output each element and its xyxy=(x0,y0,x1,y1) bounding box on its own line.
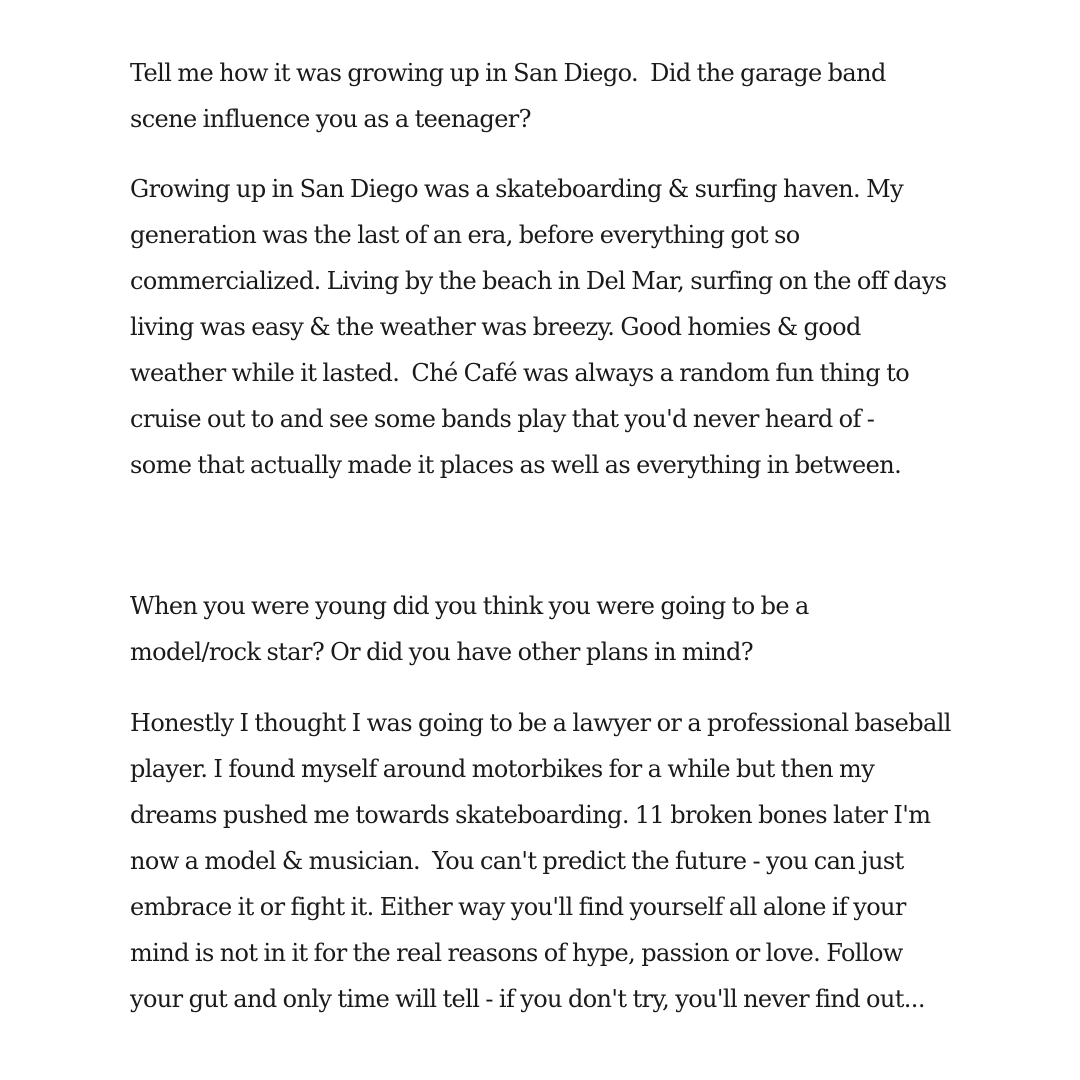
answer-line: mind is not in it for the real reasons of hype, passion or love. Follow xyxy=(130,939,903,967)
question-2 xyxy=(130,583,990,675)
answer-line: some that actually made it places as well as everything in between. xyxy=(130,451,902,479)
question-line: model/rock star? Or did you have other plans in mind? xyxy=(130,638,754,666)
question-line: scene influence you as a teenager? xyxy=(130,105,531,133)
answer-line: cruise out to and see some bands play that you'd never heard of - xyxy=(130,405,875,433)
answer-2 xyxy=(130,700,990,1022)
question-line: Tell me how it was growing up in San Diego. Did the garage band xyxy=(130,59,886,87)
question-1 xyxy=(130,50,990,142)
answer-line: commercialized. Living by the beach in Del Mar, surfing on the off days xyxy=(130,267,947,295)
answer-line: your gut and only time will tell - if you don't try, you'll never find out... xyxy=(130,985,925,1013)
answer-1 xyxy=(130,166,990,488)
answer-line: living was easy & the weather was breezy. Good homies & good xyxy=(130,313,861,341)
answer-line: generation was the last of an era, before everything got so xyxy=(130,221,800,249)
answer-line: weather while it lasted. Ché Café was always a random fun thing to xyxy=(130,359,910,387)
question-line: When you were young did you think you were going to be a xyxy=(130,592,809,620)
answer-line: now a model & musician. You can't predict the future - you can just xyxy=(130,847,904,875)
answer-line: player. I found myself around motorbikes for a while but then my xyxy=(130,755,875,783)
answer-line: Growing up in San Diego was a skateboarding & surfing haven. My xyxy=(130,175,904,203)
answer-line: embrace it or fight it. Either way you'll find yourself all alone if your xyxy=(130,893,906,921)
answer-line: dreams pushed me towards skateboarding. 11 broken bones later I'm xyxy=(130,801,931,829)
answer-line: Honestly I thought I was going to be a lawyer or a professional baseball xyxy=(130,709,951,737)
